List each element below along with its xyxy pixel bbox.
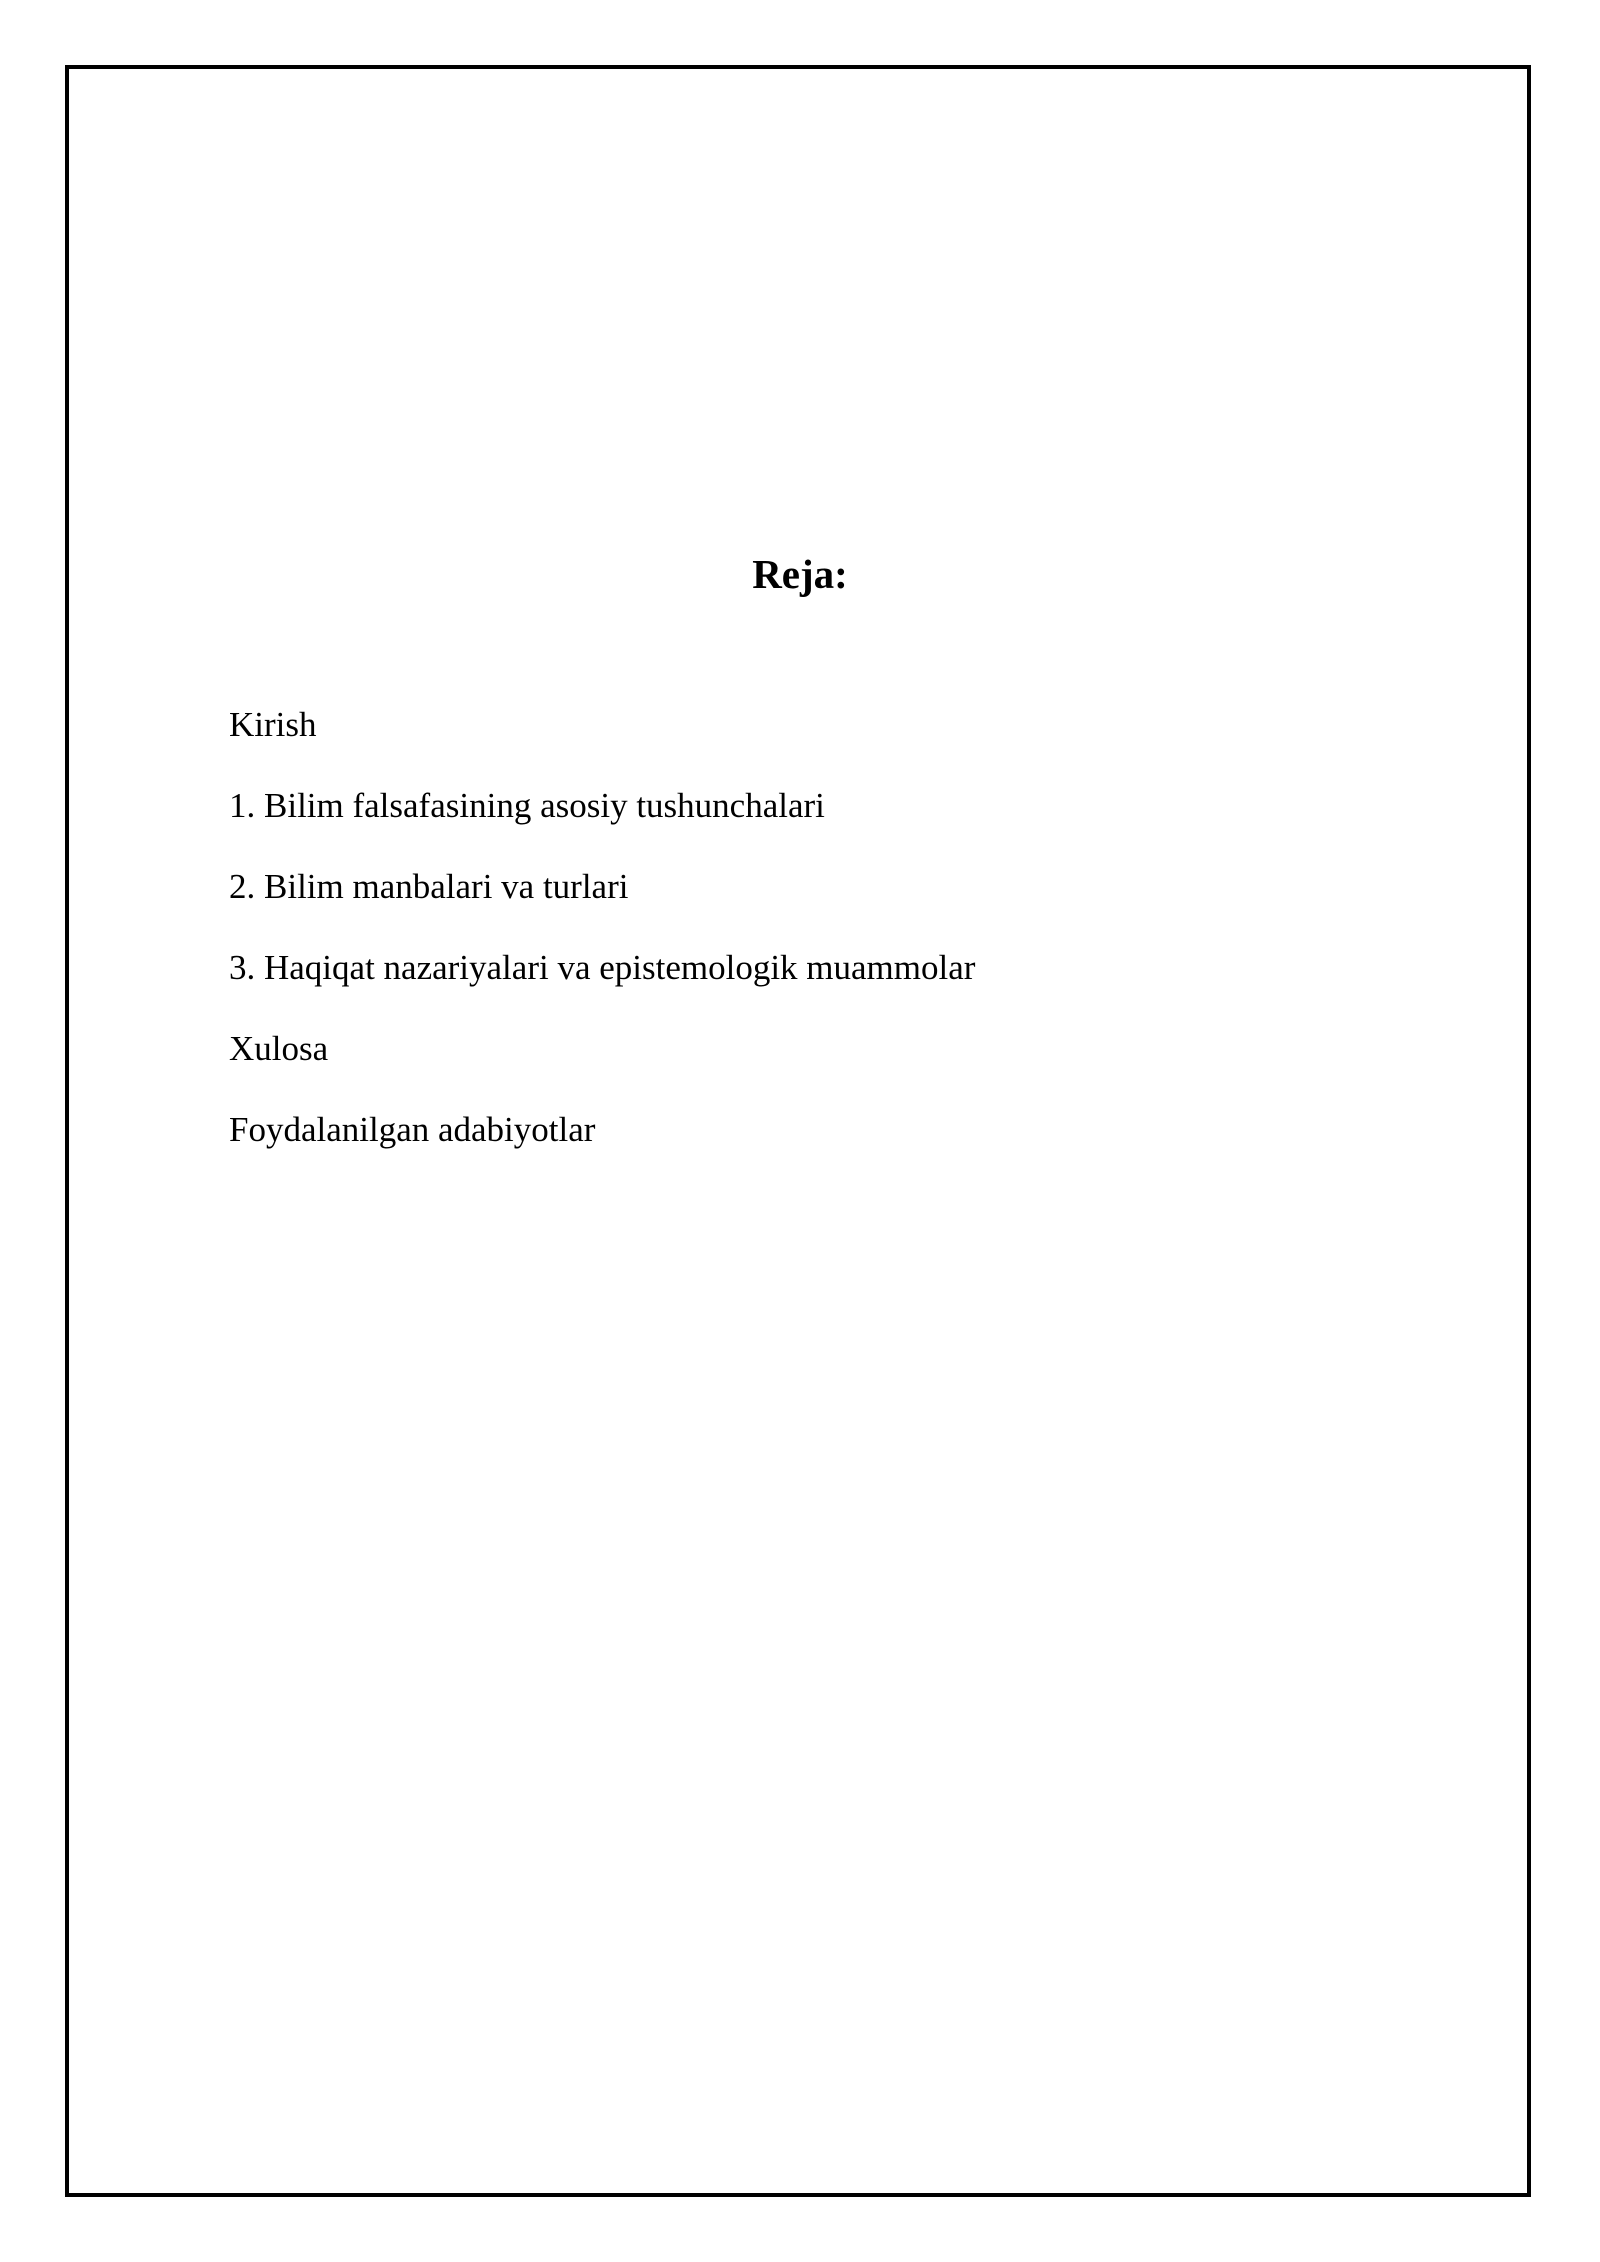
plan-title: Reja: — [752, 551, 848, 597]
plan-list — [229, 700, 975, 1186]
plan-item-3: 3. Haqiqat nazariyalari va epistemologik muammolar — [229, 948, 976, 987]
plan-item-1: 1. Bilim falsafasining asosiy tushunchalari — [229, 786, 825, 825]
plan-item-references: Foydalanilgan adabiyotlar — [229, 1110, 596, 1149]
plan-item-2: 2. Bilim manbalari va turlari — [229, 867, 629, 906]
plan-item-conclusion: Xulosa — [229, 1029, 329, 1068]
plan-item-introduction: Kirish — [229, 705, 317, 744]
